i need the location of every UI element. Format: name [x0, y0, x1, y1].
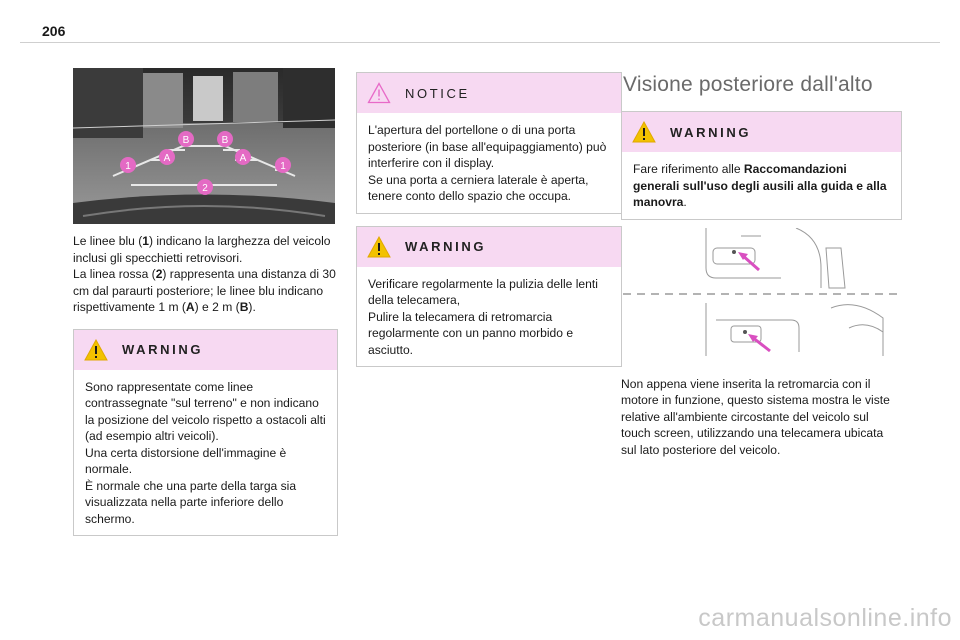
warning-title: WARNING	[122, 342, 204, 357]
warning-triangle-icon	[632, 121, 656, 143]
marker-1-right	[275, 157, 291, 173]
svg-text:2: 2	[202, 183, 208, 194]
page-number: 206	[42, 23, 66, 39]
warning-triangle-icon	[84, 339, 108, 361]
warning-header	[357, 227, 621, 267]
watermark-text: carmanualsonline.info	[698, 604, 952, 632]
notice-body: L'apertura del portellone o di una porta posteriore (in base all'equipaggiamento) può interferire con il display. Se una porta a cerniera laterale è aperta, tenere conto dello spazio che occupa.	[368, 123, 607, 203]
warning-title: WARNING	[670, 124, 752, 140]
section-title: Visione posteriore dall'alto	[623, 73, 873, 96]
column-right	[621, 73, 904, 458]
rear-camera-image	[73, 68, 335, 224]
warning-header	[74, 330, 337, 370]
marker-a-left	[159, 149, 175, 165]
warning-box-ground-lines	[73, 329, 338, 537]
camera-caption: Le linee blu (1) indicano la larghezza del veicolo inclusi gli specchietti retrovisori. La linea rossa (2) rappresenta una distanza di 30 cm dal paraurti posteriore; le linee blu indicano rispettivamente 1 m (A) e 2 m (B).	[73, 234, 336, 314]
system-description: Non appena viene inserita la retromarcia con il motore in funzione, questo sistema mostra le viste relative all'ambiente circostante del veicolo sul touch screen, utilizzando una telecamera ubicata sul lato posteriore del veicolo.	[621, 376, 890, 457]
svg-text:1: 1	[125, 161, 131, 172]
svg-text:A: A	[163, 153, 171, 164]
column-middle	[356, 68, 622, 367]
notice-box	[356, 72, 622, 214]
marker-2	[197, 179, 213, 195]
notice-title: NOTICE	[405, 85, 470, 101]
header-divider	[20, 42, 940, 43]
svg-text:1: 1	[280, 161, 286, 172]
warning-triangle-icon	[367, 236, 391, 258]
marker-a-right	[235, 149, 251, 165]
warning-body: Fare riferimento alle Raccomandazioni generali sull'uso degli ausili alla guida e alla manovra.	[633, 162, 887, 209]
notice-header	[357, 73, 621, 113]
warning-box-cleaning	[356, 226, 622, 368]
svg-text:B: B	[182, 135, 190, 146]
warning-box-reference	[621, 111, 902, 220]
camera-arrow-top-icon	[738, 252, 759, 270]
rear-camera-location-diagram	[621, 228, 886, 368]
marker-1-left	[120, 157, 136, 173]
marker-b-right	[217, 131, 233, 147]
notice-triangle-icon	[367, 82, 391, 104]
warning-body: Verificare regolarmente la pulizia delle lenti della telecamera, Pulire la telecamera di retromarcia regolarmente con un panno morbido e asciutto.	[368, 276, 598, 357]
warning-body: Sono rappresentate come linee contrassegnate "sul terreno" e non indicano la posizione del veicolo rispetto a ostacoli alti (ad esempio altri veicoli). Una certa distorsione dell'immagine è normale. È normale che una parte della targa sia visualizzata nella parte inferiore dello schermo.	[85, 379, 326, 526]
svg-text:A: A	[239, 153, 247, 164]
marker-b-left	[178, 131, 194, 147]
vehicle-rear-illustration	[621, 228, 904, 368]
svg-text:B: B	[221, 135, 229, 146]
warning-title: WARNING	[405, 239, 487, 254]
rear-camera-view	[73, 68, 335, 224]
column-left	[73, 68, 338, 536]
warning-header	[622, 112, 901, 152]
